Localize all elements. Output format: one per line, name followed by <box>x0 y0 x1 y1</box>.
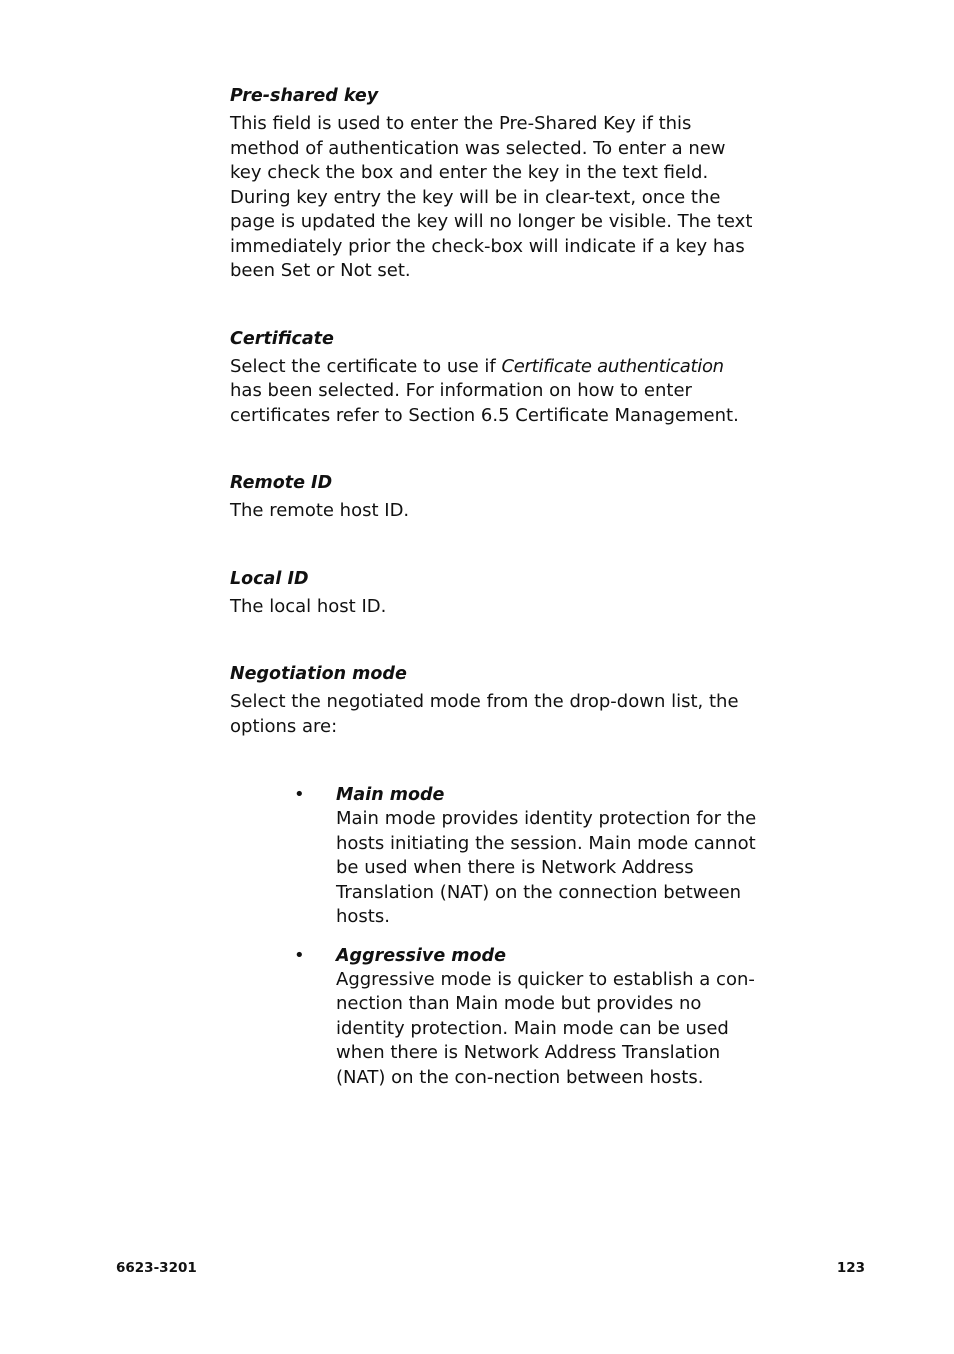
text-before: Select the certificate to use if <box>230 355 502 377</box>
section-heading: Negotiation mode <box>230 664 407 684</box>
page-content <box>230 84 760 1104</box>
option-text: Main mode provides identity protection for the hosts initiating the session. Main mode cannot be used when there is Network Address Translation (NAT) on the connection between hosts. <box>336 808 757 927</box>
section-text: Select the negotiated mode from the drop-down list, the options are: <box>230 691 739 737</box>
section-heading: Pre-shared key <box>230 86 379 106</box>
footer-doc-number: 6623-3201 <box>116 1260 197 1276</box>
section-text: The remote host ID. <box>230 500 410 521</box>
section-certificate <box>230 327 760 429</box>
section-text: The local host ID. <box>230 595 387 617</box>
section-pre-shared-key <box>230 84 760 284</box>
text-emphasis: Certificate authentication <box>501 355 724 377</box>
option-text: Aggressive mode is quicker to establish a con-nection than Main mode but provides no identity protection. Main mode can be used when there is Network Address Translation (NAT) on the con-nection between hosts. <box>336 968 755 1088</box>
section-local-id <box>230 567 760 620</box>
text-after: has been selected. For information on how to enter certificates refer to Section 6.5 Certificate Management. <box>230 380 739 426</box>
option-title: Aggressive mode <box>336 945 506 966</box>
section-heading: Remote ID <box>230 473 333 493</box>
list-item <box>230 944 760 1091</box>
section-negotiation-mode <box>230 662 760 739</box>
section-text: This field is used to enter the Pre-Shared Key if this method of authentication was selected. To enter a new key check the box and enter the key in the text field. During key entry the key will be in clear-text, once the page is updated the key will no longer be visible. The text immediately prior the check-box will indicate if a key has been Set or Not set. <box>230 113 753 281</box>
section-remote-id <box>230 471 760 524</box>
bullet-icon: • <box>294 784 305 805</box>
option-title: Main mode <box>336 785 445 805</box>
section-heading: Local ID <box>230 568 309 589</box>
footer-page-number: 123 <box>836 1260 865 1276</box>
negotiation-options-list <box>230 783 760 1090</box>
section-text <box>230 355 760 429</box>
bullet-icon: • <box>294 944 305 966</box>
list-item <box>230 783 760 930</box>
section-heading: Certificate <box>230 328 334 349</box>
